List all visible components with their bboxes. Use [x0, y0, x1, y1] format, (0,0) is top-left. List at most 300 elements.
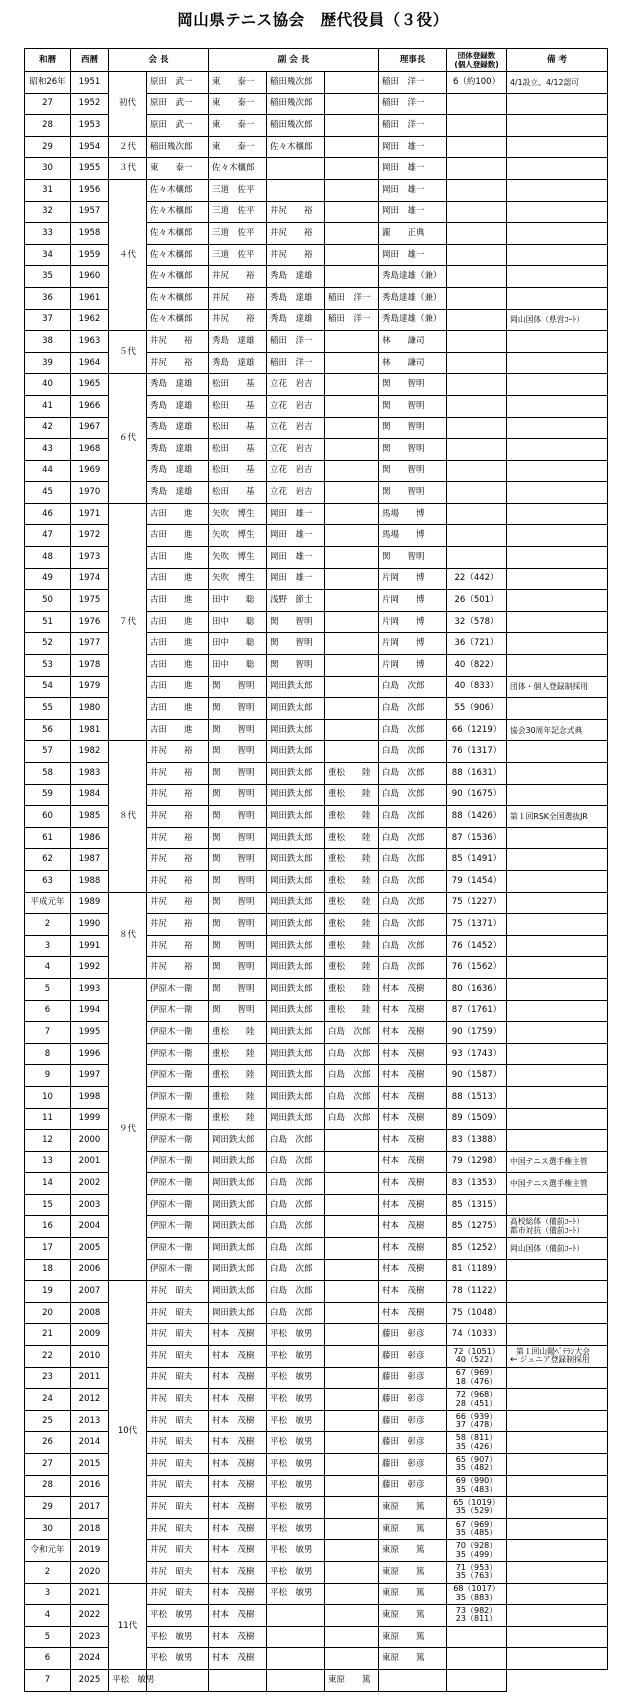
- cell-rijicho: 林 謙司: [379, 331, 447, 353]
- cell-kaicho: 秀島 達雄: [147, 395, 209, 417]
- cell-dantai: 66（1219）: [447, 719, 507, 741]
- dantai-line1: 72（968）: [455, 1390, 498, 1400]
- cell-biko: [507, 244, 608, 266]
- cell-kaicho: 井尻 裕: [147, 892, 209, 914]
- cell-biko: [507, 1194, 608, 1216]
- cell-rijicho: 村本 茂樹: [379, 1173, 447, 1195]
- cell-fukukaicho-3: [325, 1367, 379, 1389]
- cell-kaicho: 伊原木一衛: [147, 1259, 209, 1281]
- cell-rijicho: 村本 茂樹: [379, 1000, 447, 1022]
- cell-fukukaicho-3: 稲田 洋一: [325, 309, 379, 331]
- cell-rijicho: 稲田 洋一: [379, 93, 447, 115]
- cell-fukukaicho-2: 稲田 洋一: [267, 352, 325, 374]
- cell-seireki: 1976: [71, 611, 109, 633]
- cell-rijicho: 白島 次郎: [379, 935, 447, 957]
- cell-kaicho: 井尻 裕: [147, 741, 209, 763]
- cell-fukukaicho-2: 白島 次郎: [267, 1238, 325, 1260]
- cell-biko: [507, 1497, 608, 1519]
- cell-kaicho: 古田 進: [147, 525, 209, 547]
- cell-dantai: 6（約100）: [447, 72, 507, 94]
- cell-biko: [507, 223, 608, 245]
- cell-fukukaicho-3: [325, 482, 379, 504]
- cell-fukukaicho-1: 村本 茂樹: [209, 1367, 267, 1389]
- cell-fukukaicho-2: 関 智明: [267, 633, 325, 655]
- table-row: [25, 978, 608, 1000]
- cell-biko: [507, 633, 608, 655]
- cell-dantai: 36（721）: [447, 633, 507, 655]
- cell-fukukaicho-1: 村本 茂樹: [209, 1648, 267, 1670]
- dantai-line1: 67（969）: [455, 1368, 498, 1378]
- cell-seireki: 1959: [71, 244, 109, 266]
- cell-dantai: 40（833）: [447, 676, 507, 698]
- table-row: [25, 179, 608, 201]
- cell-biko: [507, 331, 608, 353]
- cell-wareki: 20: [25, 1302, 71, 1324]
- cell-rijicho: 村本 茂樹: [379, 1130, 447, 1152]
- cell-fukukaicho-1: 井尻 裕: [209, 266, 267, 288]
- cell-kaicho: 井尻 昭夫: [147, 1540, 209, 1562]
- cell-fukukaicho-1: 村本 茂樹: [209, 1605, 267, 1627]
- cell-seireki: 2012: [71, 1389, 109, 1411]
- cell-fukukaicho-3: [325, 179, 379, 201]
- cell-seireki: 1994: [71, 1000, 109, 1022]
- cell-rijicho: 片岡 博: [379, 590, 447, 612]
- cell-fukukaicho-1: 三道 佐平: [209, 244, 267, 266]
- cell-fukukaicho-2: 岡田鉄太郎: [267, 806, 325, 828]
- cell-seireki: 1991: [71, 935, 109, 957]
- cell-kaicho: 古田 進: [147, 547, 209, 569]
- cell-generation: ８代: [109, 741, 147, 892]
- cell-fukukaicho-3: 重松 陸: [325, 957, 379, 979]
- cell-kaicho: 井尻 昭夫: [147, 1583, 209, 1605]
- cell-fukukaicho-3: [325, 266, 379, 288]
- cell-fukukaicho-2: 浅野 節士: [267, 590, 325, 612]
- cell-fukukaicho-1: 岡田鉄太郎: [209, 1281, 267, 1303]
- cell-dantai: [447, 374, 507, 396]
- cell-kaicho: 原田 武一: [147, 93, 209, 115]
- cell-seireki: 1961: [71, 287, 109, 309]
- cell-fukukaicho-3: 稲田 洋一: [325, 287, 379, 309]
- cell-fukukaicho-3: 重松 陸: [325, 784, 379, 806]
- cell-rijicho: 白島 次郎: [379, 763, 447, 785]
- cell-dantai: [447, 331, 507, 353]
- biko-arrow-line: [510, 1356, 604, 1365]
- cell-seireki: 1969: [71, 460, 109, 482]
- header-wareki: 和暦: [25, 49, 71, 72]
- cell-fukukaicho-1: 重松 陸: [209, 1022, 267, 1044]
- cell-rijicho: 村本 茂樹: [379, 1043, 447, 1065]
- cell-kaicho: 古田 進: [147, 698, 209, 720]
- cell-kaicho: 井尻 裕: [147, 914, 209, 936]
- cell-dantai: [447, 503, 507, 525]
- cell-kaicho: 井尻 裕: [147, 827, 209, 849]
- cell-biko: [507, 1367, 608, 1389]
- cell-fukukaicho-2: 立花 岩吉: [267, 460, 325, 482]
- cell-rijicho: 瀧 正典: [379, 223, 447, 245]
- cell-biko: [507, 698, 608, 720]
- cell-fukukaicho-1: 村本 茂樹: [209, 1346, 267, 1368]
- cell-rijicho: 東原 篤: [379, 1583, 447, 1605]
- cell-kaicho: 伊原木一衛: [147, 1173, 209, 1195]
- cell-biko: [507, 1065, 608, 1087]
- cell-seireki: 1997: [71, 1065, 109, 1087]
- cell-kaicho: 井尻 裕: [147, 763, 209, 785]
- cell-rijicho: 岡田 雄一: [379, 201, 447, 223]
- cell-fukukaicho-2: 岡田 雄一: [267, 568, 325, 590]
- cell-wareki: 31: [25, 179, 71, 201]
- cell-biko: [507, 266, 608, 288]
- cell-fukukaicho-2: 平松 敏男: [267, 1454, 325, 1476]
- cell-rijicho: 片岡 博: [379, 655, 447, 677]
- cell-rijicho: 秀島達雄（兼）: [379, 266, 447, 288]
- cell-seireki: 1981: [71, 719, 109, 741]
- cell-dantai: 22（442）: [447, 568, 507, 590]
- cell-fukukaicho-3: 重松 陸: [325, 806, 379, 828]
- cell-wareki: 令和元年: [25, 1540, 71, 1562]
- cell-biko: [507, 158, 608, 180]
- cell-fukukaicho-3: [325, 460, 379, 482]
- cell-biko: [507, 957, 608, 979]
- cell-fukukaicho-1: 関 智明: [209, 741, 267, 763]
- cell-fukukaicho-2: 岡田鉄太郎: [267, 1043, 325, 1065]
- cell-fukukaicho-1: 村本 茂樹: [209, 1432, 267, 1454]
- cell-fukukaicho-2: 岡田鉄太郎: [267, 1065, 325, 1087]
- cell-wareki: 52: [25, 633, 71, 655]
- cell-generation: 10代: [109, 1281, 147, 1583]
- cell-generation: ４代: [109, 179, 147, 330]
- cell-seireki: 2011: [71, 1367, 109, 1389]
- cell-kaicho: 原田 武一: [147, 115, 209, 137]
- cell-seireki: 1974: [71, 568, 109, 590]
- cell-biko: [507, 1130, 608, 1152]
- cell-wareki: 10: [25, 1086, 71, 1108]
- cell-wareki: 45: [25, 482, 71, 504]
- cell-fukukaicho-1: 松田 基: [209, 439, 267, 461]
- dantai-line2: 40（522）: [455, 1355, 498, 1365]
- cell-kaicho: 井尻 昭夫: [147, 1454, 209, 1476]
- cell-fukukaicho-3: [325, 1561, 379, 1583]
- dantai-line2: 35（883）: [455, 1592, 498, 1602]
- cell-fukukaicho-3: [325, 395, 379, 417]
- cell-fukukaicho-2: 稲田幾次郎: [267, 72, 325, 94]
- cell-wareki: 30: [25, 158, 71, 180]
- cell-dantai: [447, 525, 507, 547]
- cell-seireki: 2022: [71, 1605, 109, 1627]
- cell-biko: [507, 590, 608, 612]
- cell-wareki: 57: [25, 741, 71, 763]
- dantai-line2: 35（483）: [455, 1484, 498, 1494]
- cell-seireki: 1985: [71, 806, 109, 828]
- cell-fukukaicho-3: [325, 158, 379, 180]
- cell-kaicho: 伊原木一衛: [147, 1043, 209, 1065]
- cell-fukukaicho-3: [325, 568, 379, 590]
- cell-wareki: 14: [25, 1173, 71, 1195]
- cell-fukukaicho-3: [325, 655, 379, 677]
- cell-rijicho: 藤田 彰彦: [379, 1475, 447, 1497]
- cell-rijicho: 林 謙司: [379, 352, 447, 374]
- cell-fukukaicho-3: [325, 1410, 379, 1432]
- cell-dantai: 87（1536）: [447, 827, 507, 849]
- cell-dantai: [447, 115, 507, 137]
- header-seireki: 西暦: [71, 49, 109, 72]
- cell-rijicho: 白島 次郎: [379, 698, 447, 720]
- cell-wareki: 42: [25, 417, 71, 439]
- cell-rijicho: 東原 篤: [379, 1626, 447, 1648]
- table-row: [25, 331, 608, 353]
- cell-rijicho: 関 智明: [379, 374, 447, 396]
- dantai-line2: 35（426）: [455, 1441, 498, 1451]
- cell-biko: 4/1設立、4/12認可: [507, 72, 608, 94]
- dantai-line2: 28（451）: [455, 1398, 498, 1408]
- cell-fukukaicho-3: 重松 陸: [325, 892, 379, 914]
- cell-fukukaicho-2: 井尻 裕: [267, 223, 325, 245]
- cell-rijicho: 村本 茂樹: [379, 1238, 447, 1260]
- cell-wareki: 4: [25, 1605, 71, 1627]
- cell-wareki: 32: [25, 201, 71, 223]
- cell-dantai: 26（501）: [447, 590, 507, 612]
- cell-rijicho: 東原 篤: [379, 1648, 447, 1670]
- cell-biko: [507, 352, 608, 374]
- cell-fukukaicho-3: 白島 次郎: [325, 1022, 379, 1044]
- cell-kaicho: 井尻 裕: [147, 352, 209, 374]
- cell-wareki: 30: [25, 1518, 71, 1540]
- cell-fukukaicho-1: 東 泰一: [209, 115, 267, 137]
- cell-kaicho: 井尻 昭夫: [147, 1410, 209, 1432]
- cell-fukukaicho-3: [325, 72, 379, 94]
- cell-fukukaicho-2: 平松 敏男: [267, 1583, 325, 1605]
- cell-wareki: 54: [25, 676, 71, 698]
- cell-fukukaicho-1: 東 泰一: [209, 72, 267, 94]
- cell-kaicho: 井尻 昭夫: [147, 1518, 209, 1540]
- cell-wareki: 17: [25, 1238, 71, 1260]
- cell-rijicho: 関 智明: [379, 482, 447, 504]
- cell-fukukaicho-1: 関 智明: [209, 763, 267, 785]
- cell-fukukaicho-1: 村本 茂樹: [209, 1518, 267, 1540]
- cell-rijicho: 片岡 博: [379, 568, 447, 590]
- cell-rijicho: 村本 茂樹: [379, 1022, 447, 1044]
- cell-wareki: 12: [25, 1130, 71, 1152]
- cell-generation: ９代: [109, 978, 147, 1280]
- cell-fukukaicho-1: 東 泰一: [209, 93, 267, 115]
- cell-fukukaicho-1: 松田 基: [209, 460, 267, 482]
- cell-fukukaicho-1: 村本 茂樹: [209, 1454, 267, 1476]
- cell-rijicho: 白島 次郎: [379, 849, 447, 871]
- cell-fukukaicho-1: 関 智明: [209, 978, 267, 1000]
- cell-fukukaicho-2: 岡田鉄太郎: [267, 698, 325, 720]
- cell-fukukaicho-1: 村本 茂樹: [209, 1583, 267, 1605]
- cell-fukukaicho-1: 田中 聡: [209, 655, 267, 677]
- cell-rijicho: 藤田 彰彦: [379, 1389, 447, 1411]
- cell-biko: 岡山国体（県営ｺｰﾄ）: [507, 309, 608, 331]
- cell-fukukaicho-2: [267, 1605, 325, 1627]
- cell-dantai: [447, 266, 507, 288]
- cell-fukukaicho-3: [325, 1324, 379, 1346]
- cell-kaicho: 伊原木一衛: [147, 1194, 209, 1216]
- cell-kaicho: 秀島 達雄: [147, 460, 209, 482]
- cell-fukukaicho-3: 重松 陸: [325, 935, 379, 957]
- cell-fukukaicho-1: 松田 基: [209, 482, 267, 504]
- cell-kaicho: 井尻 昭夫: [147, 1324, 209, 1346]
- dantai-line2: 35（485）: [455, 1528, 498, 1538]
- cell-fukukaicho-3: 重松 陸: [325, 827, 379, 849]
- biko-line1: 第１回山陽ﾍﾞﾃﾗﾝ大会: [516, 1346, 591, 1356]
- cell-seireki: 2010: [71, 1346, 109, 1368]
- cell-wareki: 平成元年: [25, 892, 71, 914]
- cell-generation: ５代: [109, 331, 147, 374]
- dantai-line2: 35（499）: [455, 1549, 498, 1559]
- cell-rijicho: 馬場 博: [379, 503, 447, 525]
- cell-fukukaicho-2: 岡田鉄太郎: [267, 719, 325, 741]
- arrow-left-icon: ←: [510, 1355, 518, 1366]
- cell-dantai: 90（1587）: [447, 1065, 507, 1087]
- cell-fukukaicho-2: 平松 敏男: [267, 1497, 325, 1519]
- cell-fukukaicho-1: 重松 陸: [209, 1086, 267, 1108]
- cell-fukukaicho-2: 秀島 達雄: [267, 287, 325, 309]
- cell-biko: [507, 611, 608, 633]
- cell-fukukaicho-3: [325, 547, 379, 569]
- cell-dantai: 75（1371）: [447, 914, 507, 936]
- cell-kaicho: 井尻 昭夫: [147, 1497, 209, 1519]
- cell-fukukaicho-2: 稲田 洋一: [267, 331, 325, 353]
- cell-fukukaicho-1: 岡田鉄太郎: [209, 1259, 267, 1281]
- cell-wareki: 15: [25, 1194, 71, 1216]
- cell-dantai: 79（1454）: [447, 870, 507, 892]
- cell-fukukaicho-1: 秀島 達雄: [209, 331, 267, 353]
- cell-kaicho: 井尻 裕: [147, 806, 209, 828]
- cell-kaicho: 伊原木一衛: [147, 978, 209, 1000]
- table-row: [25, 892, 608, 914]
- cell-seireki: 1967: [71, 417, 109, 439]
- cell-fukukaicho-2: 井尻 裕: [267, 244, 325, 266]
- cell-wareki: 50: [25, 590, 71, 612]
- cell-seireki: 1958: [71, 223, 109, 245]
- cell-fukukaicho-1: 三道 佐平: [209, 179, 267, 201]
- cell-kaicho: 井尻 昭夫: [147, 1561, 209, 1583]
- cell-biko: [507, 1281, 608, 1303]
- cell-biko: [507, 287, 608, 309]
- cell-dantai: [447, 395, 507, 417]
- cell-wareki: 8: [25, 1043, 71, 1065]
- cell-dantai: [447, 309, 507, 331]
- cell-kaicho: 井尻 裕: [147, 957, 209, 979]
- cell-wareki: 21: [25, 1324, 71, 1346]
- cell-fukukaicho-3: [325, 1648, 379, 1670]
- cell-kaicho: 伊原木一衛: [147, 1065, 209, 1087]
- cell-fukukaicho-1: 矢吹 博生: [209, 547, 267, 569]
- cell-rijicho: 村本 茂樹: [379, 1281, 447, 1303]
- cell-seireki: 2025: [71, 1669, 109, 1691]
- cell-seireki: 1971: [71, 503, 109, 525]
- cell-kaicho: 原田 武一: [147, 72, 209, 94]
- cell-fukukaicho-2: 岡田鉄太郎: [267, 978, 325, 1000]
- cell-rijicho: 藤田 彰彦: [379, 1367, 447, 1389]
- cell-biko: [507, 1518, 608, 1540]
- cell-biko: [507, 849, 608, 871]
- cell-biko: [507, 374, 608, 396]
- cell-biko: [507, 482, 608, 504]
- cell-kaicho: 古田 進: [147, 633, 209, 655]
- biko-line2: ジュニア登録制採用: [519, 1355, 590, 1365]
- cell-dantai: 93（1743）: [447, 1043, 507, 1065]
- cell-kaicho: 古田 進: [147, 676, 209, 698]
- cell-fukukaicho-1: 松田 基: [209, 417, 267, 439]
- cell-fukukaicho-3: [325, 719, 379, 741]
- cell-seireki: 1979: [71, 676, 109, 698]
- cell-kaicho: 伊原木一衛: [147, 1238, 209, 1260]
- cell-fukukaicho-1: 佐々木穰郎: [209, 158, 267, 180]
- cell-dantai: [447, 352, 507, 374]
- cell-biko: 第１回RSK全国選抜JR: [507, 806, 608, 828]
- cell-kaicho: 井尻 昭夫: [147, 1475, 209, 1497]
- cell-seireki: 1953: [71, 115, 109, 137]
- officers-table: [24, 48, 608, 1692]
- cell-wareki: 55: [25, 698, 71, 720]
- cell-dantai: [447, 1367, 507, 1389]
- cell-biko: [507, 784, 608, 806]
- cell-fukukaicho-2: 平松 敏男: [267, 1410, 325, 1432]
- cell-dantai: [447, 223, 507, 245]
- cell-generation: ８代: [109, 892, 147, 978]
- cell-rijicho: 村本 茂樹: [379, 1086, 447, 1108]
- cell-fukukaicho-2: 平松 敏男: [267, 1324, 325, 1346]
- cell-fukukaicho-3: [325, 1259, 379, 1281]
- cell-kaicho: 佐々木穰郎: [147, 244, 209, 266]
- cell-fukukaicho-2: 白島 次郎: [267, 1216, 325, 1238]
- cell-seireki: 1987: [71, 849, 109, 871]
- cell-kaicho: 平松 敏男: [147, 1648, 209, 1670]
- cell-biko: [507, 136, 608, 158]
- cell-fukukaicho-3: [325, 741, 379, 763]
- cell-biko: [507, 827, 608, 849]
- cell-dantai: 85（1252）: [447, 1238, 507, 1260]
- cell-fukukaicho-2: 岡田鉄太郎: [267, 1022, 325, 1044]
- cell-fukukaicho-3: [325, 1475, 379, 1497]
- cell-rijicho: 白島 次郎: [379, 892, 447, 914]
- cell-fukukaicho-2: 白島 次郎: [267, 1259, 325, 1281]
- biko-line1: 高校総体（備前ｺｰﾄ）: [510, 1217, 585, 1227]
- cell-generation: ７代: [109, 503, 147, 741]
- cell-wareki: 58: [25, 763, 71, 785]
- cell-dantai: 81（1189）: [447, 1259, 507, 1281]
- cell-fukukaicho-1: 田中 聡: [209, 611, 267, 633]
- table-row: [25, 1583, 608, 1605]
- cell-fukukaicho-1: 松田 基: [209, 395, 267, 417]
- cell-biko: [507, 892, 608, 914]
- cell-fukukaicho-2: 岡田鉄太郎: [267, 784, 325, 806]
- cell-fukukaicho-3: 白島 次郎: [325, 1065, 379, 1087]
- cell-wareki: 53: [25, 655, 71, 677]
- cell-wareki: 13: [25, 1151, 71, 1173]
- cell-dantai: 75（1048）: [447, 1302, 507, 1324]
- cell-wareki: 28: [25, 115, 71, 137]
- cell-fukukaicho-1: 関 智明: [209, 806, 267, 828]
- cell-rijicho: 東原 篤: [379, 1497, 447, 1519]
- cell-seireki: 1954: [71, 136, 109, 158]
- cell-kaicho: 佐々木穰郎: [147, 266, 209, 288]
- cell-seireki: 1975: [71, 590, 109, 612]
- cell-fukukaicho-2: 岡田 雄一: [267, 547, 325, 569]
- cell-rijicho: 関 智明: [379, 395, 447, 417]
- cell-fukukaicho-3: [325, 331, 379, 353]
- cell-fukukaicho-2: 関 智明: [267, 655, 325, 677]
- cell-biko: [507, 1605, 608, 1627]
- cell-dantai: 75（1227）: [447, 892, 507, 914]
- cell-dantai: [447, 179, 507, 201]
- cell-dantai: 83（1388）: [447, 1130, 507, 1152]
- cell-rijicho: 片岡 博: [379, 633, 447, 655]
- cell-kaicho: 秀島 達雄: [147, 374, 209, 396]
- cell-seireki: 1962: [71, 309, 109, 331]
